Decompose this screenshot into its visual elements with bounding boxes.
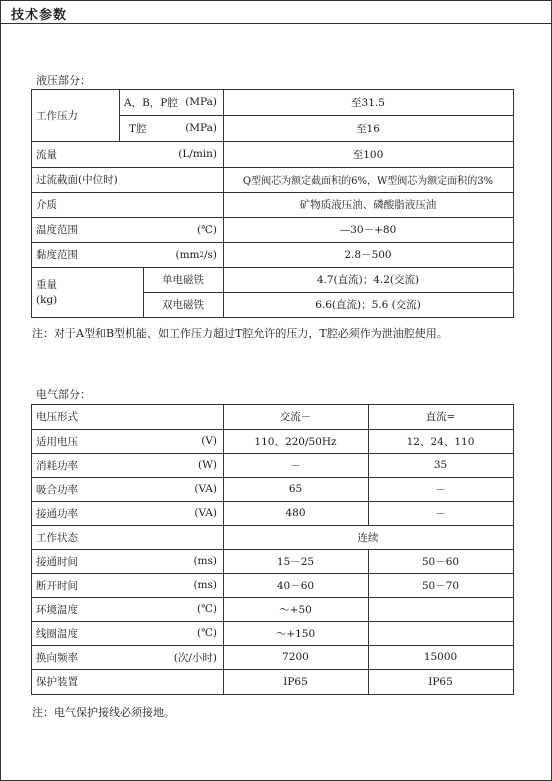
section-area-value: Q型阀芯为额定截面积的6%，W型阀芯为额定面积的3% [242, 176, 494, 187]
double-solenoid-label: 双电磁铁 [162, 299, 204, 311]
abp-port-label: A，B，P腔 [124, 96, 178, 109]
dc-column-header: 直流= [425, 411, 456, 423]
temp-value: —30－+80 [339, 224, 397, 236]
row-dc-value: 35 [433, 459, 448, 471]
weight-label: 重量 [36, 278, 57, 291]
row-ac-value: 7200 [282, 651, 309, 663]
t-unit: (MPa) [185, 122, 217, 134]
row-unit: (V) [201, 435, 217, 447]
row-dc-value: 15000 [423, 651, 458, 663]
row-label: 环境温度 [36, 603, 78, 616]
temp-label: 温度范围 [36, 224, 78, 236]
row-unit: (℃) [197, 627, 217, 639]
row-ac-value: 110、220/50Hz [254, 435, 337, 448]
work-state-label: 工作状态 [36, 531, 78, 544]
flow-value: 至100 [352, 148, 384, 161]
row-unit: (VA) [194, 483, 217, 495]
row-ac-value: ～+50 [279, 603, 312, 616]
ac-column-header: 交流－ [279, 411, 312, 423]
viscosity-unit: (mm 2 /s) [175, 248, 217, 261]
row-label: 吸合功率 [36, 483, 78, 496]
row-label: 适用电压 [36, 435, 78, 448]
row-ac-value: － [290, 459, 301, 472]
abp-value: 至31.5 [351, 96, 385, 109]
viscosity-label: 黏度范围 [36, 249, 78, 261]
row-unit: (W) [198, 459, 217, 471]
voltage-form-label: 电压形式 [36, 411, 78, 423]
row-dc-value: 12、24、110 [406, 435, 475, 448]
weight-unit: (kg) [36, 294, 58, 306]
row-ac-value: 65 [288, 483, 303, 495]
work-pressure-label: 工作压力 [36, 109, 78, 122]
work-state-value: 连续 [357, 531, 379, 544]
viscosity-value: 2.8－500 [344, 249, 392, 261]
row-label: 保护装置 [36, 676, 78, 688]
temp-unit: (℃) [197, 223, 217, 236]
row-unit [123, 669, 223, 694]
medium-value: 矿物质液压油、磷酸脂液压油 [299, 199, 437, 211]
row-ac-value: 40－60 [276, 579, 315, 592]
row-label: 线圈温度 [36, 627, 78, 640]
single-solenoid-label: 单电磁铁 [162, 274, 204, 286]
row-unit: (ms) [193, 555, 217, 567]
row-ac-value: 480 [285, 507, 306, 519]
row-label: 接通时间 [36, 555, 78, 568]
row-label: 接通功率 [36, 507, 78, 520]
hydraulic-note: 注：对于A型和B型机能、如工作压力超过T腔允许的压力，T腔必须作为泄油腔使用。 [32, 327, 448, 340]
single-solenoid-value: 4.7(直流)；4.2(交流) [316, 274, 420, 286]
row-dc-value: － [435, 483, 446, 496]
row-ac-value: 15－25 [276, 555, 315, 568]
row-ac-value: IP65 [283, 675, 308, 688]
row-label: 断开时间 [36, 579, 78, 592]
medium-label: 介质 [36, 199, 57, 211]
row-dc-value: IP65 [428, 675, 453, 688]
row-label: 消耗功率 [36, 459, 78, 472]
electrical-section-label: 电气部分： [36, 388, 91, 401]
row-dc-value [368, 597, 513, 621]
t-value: 至16 [356, 122, 380, 135]
page-title: 技术参数 [11, 8, 68, 23]
row-dc-value: 50－70 [421, 579, 460, 592]
abp-unit: (MPa) [185, 96, 217, 108]
row-unit: (ms) [193, 579, 217, 591]
row-ac-value: ～+150 [275, 627, 316, 640]
row-dc-value [368, 621, 513, 645]
row-unit: (次/小时) [173, 651, 217, 664]
row-unit: (℃) [197, 603, 217, 615]
row-dc-value: － [435, 507, 446, 520]
flow-label: 流量 [36, 148, 57, 161]
t-port-label: T腔 [129, 122, 147, 135]
row-dc-value: 50－60 [421, 555, 460, 568]
flow-unit: (L/min) [178, 148, 217, 160]
section-area-label: 过流截面(中位时) [36, 174, 118, 186]
row-unit: (VA) [194, 507, 217, 519]
double-solenoid-value: 6.6(直流)；5.6 (交流) [315, 299, 421, 311]
row-label: 换向频率 [36, 651, 78, 664]
header-bar [1, 1, 551, 24]
electrical-note: 注：电气保护接线必须接地。 [32, 706, 175, 719]
hydraulic-section-label: 液压部分： [36, 74, 91, 87]
